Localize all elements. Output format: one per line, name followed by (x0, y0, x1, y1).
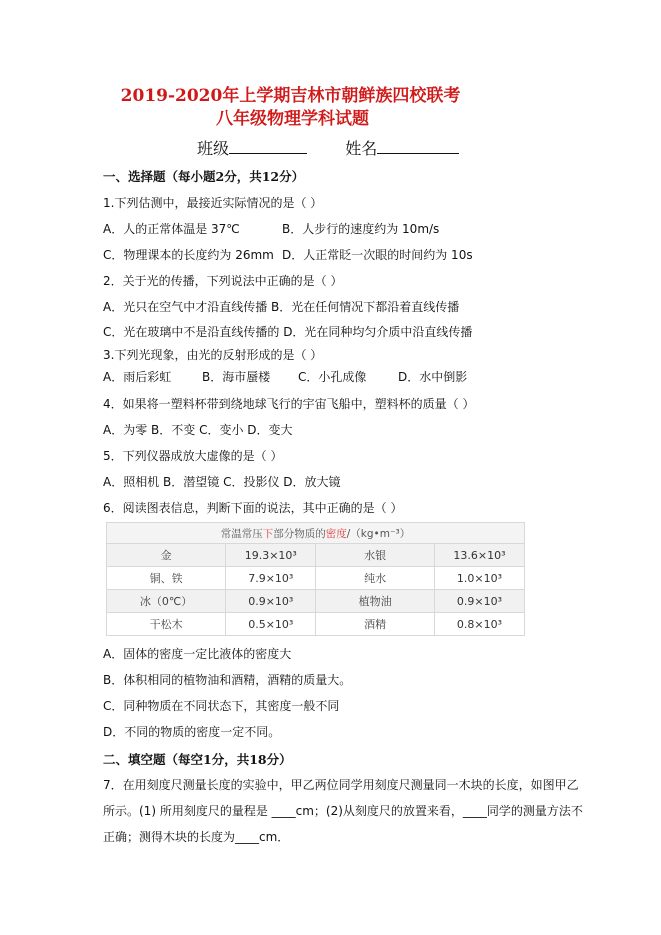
q3-option-c: C．小孔成像 (298, 370, 367, 384)
q3-option-b: B．海市蜃楼 (202, 370, 271, 384)
q6-option-c: C．同种物质在不同状态下，其密度一般不同 (103, 699, 340, 713)
q2-options-ab: A．光只在空气中才沿直线传播 B．光在任何情况下都沿着直线传播 (103, 300, 460, 314)
class-label: 班级 (197, 139, 230, 158)
substance-name: 金 (107, 544, 226, 567)
q3-option-d: D．水中倒影 (398, 370, 468, 384)
q4-stem: 4．如果将一塑料杯带到绕地球飞行的宇宙飞船中，塑料杯的质量（ ） (103, 397, 475, 411)
name-blank (377, 139, 459, 154)
density-value: 7.9×10³ (226, 567, 316, 590)
density-value: 0.9×10³ (434, 590, 524, 613)
q1-stem: 1.下列估测中，最接近实际情况的是（ ） (103, 196, 323, 210)
q6-option-d: D．不同的物质的密度一定不同。 (103, 725, 281, 739)
table-row (107, 590, 525, 613)
substance-name: 冰（0℃） (107, 590, 226, 613)
caption-text-3: /（kg•m⁻³） (346, 527, 411, 540)
q7-line2: 所示。(1) 所用刻度尺的量程是 ____cm；(2)从刻度尺的放置来看，____同学的测量方法不 (103, 804, 583, 818)
density-value: 13.6×10³ (434, 544, 524, 567)
density-value: 0.9×10³ (226, 590, 316, 613)
q6-option-b: B．体积相同的植物油和酒精，酒精的质量大。 (103, 673, 352, 687)
density-table-caption (107, 523, 525, 544)
q1-option-c: C．物理课本的长度约为 26mm (103, 248, 274, 262)
class-blank (229, 139, 307, 154)
density-value: 0.8×10³ (434, 613, 524, 636)
q7-line1: 7．在用刻度尺测量长度的实验中，甲乙两位同学用刻度尺测量同一木块的长度，如图甲乙 (103, 778, 579, 792)
q3-stem: 3.下列光现象，由光的反射形成的是（ ） (103, 348, 323, 362)
table-row (107, 544, 525, 567)
table-row (107, 567, 525, 590)
q1-option-b: B．人步行的速度约为 10m/s (282, 222, 440, 236)
substance-name: 干松木 (107, 613, 226, 636)
exam-subtitle: 八年级物理学科试题 (216, 109, 369, 129)
caption-highlight-1: 下 (262, 527, 274, 540)
density-table (106, 522, 525, 636)
density-value: 0.5×10³ (226, 613, 316, 636)
name-label: 姓名 (345, 139, 378, 158)
caption-highlight-2: 密度 (325, 527, 347, 540)
q2-options-cd: C．光在玻璃中不是沿直线传播的 D．光在同种均匀介质中沿直线传播 (103, 325, 473, 339)
substance-name: 植物油 (316, 590, 435, 613)
q6-option-a: A．固体的密度一定比液体的密度大 (103, 647, 292, 661)
section1-heading: 一、选择题（每小题2分，共12分） (103, 169, 305, 184)
q2-stem: 2．关于光的传播，下列说法中正确的是（ ） (103, 274, 343, 288)
q5-stem: 5．下列仪器成放大虚像的是（ ） (103, 449, 283, 463)
q6-stem: 6．阅读图表信息，判断下面的说法，其中正确的是（ ） (103, 501, 403, 515)
density-table-caption-row (107, 523, 525, 544)
density-value: 19.3×10³ (226, 544, 316, 567)
q5-options: A．照相机 B．潜望镜 C．投影仪 D．放大镜 (103, 475, 341, 489)
caption-text-1: 常温常压 (220, 527, 263, 540)
substance-name: 水银 (316, 544, 435, 567)
q4-options: A．为零 B．不变 C．变小 D．变大 (103, 423, 293, 437)
substance-name: 纯水 (316, 567, 435, 590)
caption-text-2: 部分物质的 (273, 527, 326, 540)
q1-option-d: D．人正常眨一次眼的时间约为 10s (282, 248, 473, 262)
table-row (107, 613, 525, 636)
student-info-line (197, 136, 459, 159)
q1-option-a: A．人的正常体温是 37℃ (103, 222, 240, 236)
q3-option-a: A．雨后彩虹 (103, 370, 172, 384)
section2-heading: 二、填空题（每空1分，共18分） (103, 752, 292, 767)
substance-name: 酒精 (316, 613, 435, 636)
q7-line3: 正确；测得木块的长度为____cm． (103, 830, 290, 844)
exam-title: 2019-2020年上学期吉林市朝鲜族四校联考 (120, 86, 461, 106)
density-value: 1.0×10³ (434, 567, 524, 590)
substance-name: 铜、铁 (107, 567, 226, 590)
